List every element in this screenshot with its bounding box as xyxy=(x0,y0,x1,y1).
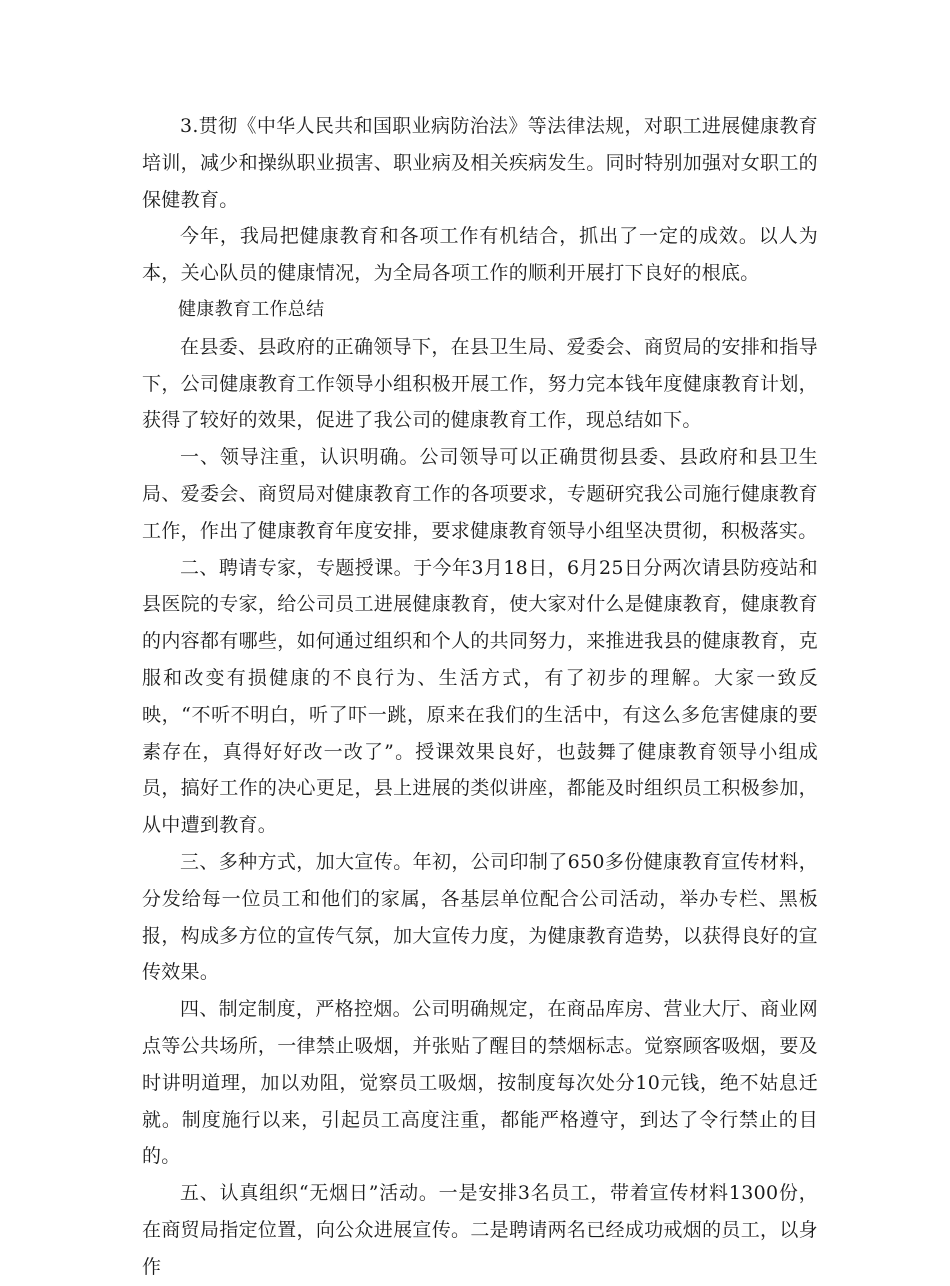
paragraph-point-5: 五、认真组织“无烟日”活动。一是安排3名员工，带着宣传材料1300份，在商贸局指定位置，向公众进展宣传。二是聘请两名已经成功戒烟的员工，以身作 xyxy=(142,1182,818,1278)
paragraph-point-3: 三、多种方式，加大宣传。年初，公司印制了650多份健康教育宣传材料，分发给每一位员工和他们的家属，各基层单位配合公司活动，举办专栏、黑板报，构成多方位的宣传气氛，加大宣传力度，为健康教育造势，以获得良好的宣传效果。 xyxy=(142,850,818,984)
section-title: 健康教育工作总结 xyxy=(178,298,325,320)
paragraph-point-1: 一、领导注重，认识明确。公司领导可以正确贯彻县委、县政府和县卫生局、爱委会、商贸局对健康教育工作的各项要求，专题研究我公司施行健康教育工作，作出了健康教育年度安排，要求健康教育领导小组坚决贯彻，积极落实。 xyxy=(142,446,818,542)
paragraph-point-2: 二、聘请专家，专题授课。于今年3月18日，6月25日分两次请县防疫站和县医院的专家，给公司员工进展健康教育，使大家对什么是健康教育，健康教育的内容都有哪些，如何通过组织和个人的共同努力，来推进我县的健康教育，克服和改变有损健康的不良行为、生活方式，有了初步的理解。大家一致反映，“不听不明白，听了吓一跳，原来在我们的生活中，有这么多危害健康的要素存在，真得好好改一改了”。授课效果良好，也鼓舞了健康教育领导小组成员，搞好工作的决心更足，县上进展的类似讲座，都能及时组织员工积极参加，从中遭到教育。 xyxy=(142,556,818,837)
paragraph-summary: 今年，我局把健康教育和各项工作有机结合，抓出了一定的成效。以人为本，关心队员的健康情况，为全局各项工作的顺利开展打下良好的根底。 xyxy=(142,225,818,285)
document-body xyxy=(142,108,818,1286)
paragraph-item-3: 3.贯彻《中华人民共和国职业病防治法》等法律法规，对职工进展健康教育培训，减少和操纵职业损害、职业病及相关疾病发生。同时特别加强对女职工的保健教育。 xyxy=(142,115,818,211)
paragraph-intro: 在县委、县政府的正确领导下，在县卫生局、爱委会、商贸局的安排和指导下，公司健康教育工作领导小组积极开展工作，努力完本钱年度健康教育计划，获得了较好的效果，促进了我公司的健康教育工作，现总结如下。 xyxy=(142,335,818,432)
paragraph-point-4: 四、制定制度，严格控烟。公司明确规定，在商品库房、营业大厅、商业网点等公共场所，一律禁止吸烟，并张贴了醒目的禁烟标志。觉察顾客吸烟，要及时讲明道理，加以劝阻，觉察员工吸烟，按制度每次处分10元钱，绝不姑息迁就。制度施行以来，引起员工高度注重，都能严格遵守，到达了令行禁止的目的。 xyxy=(142,998,818,1168)
